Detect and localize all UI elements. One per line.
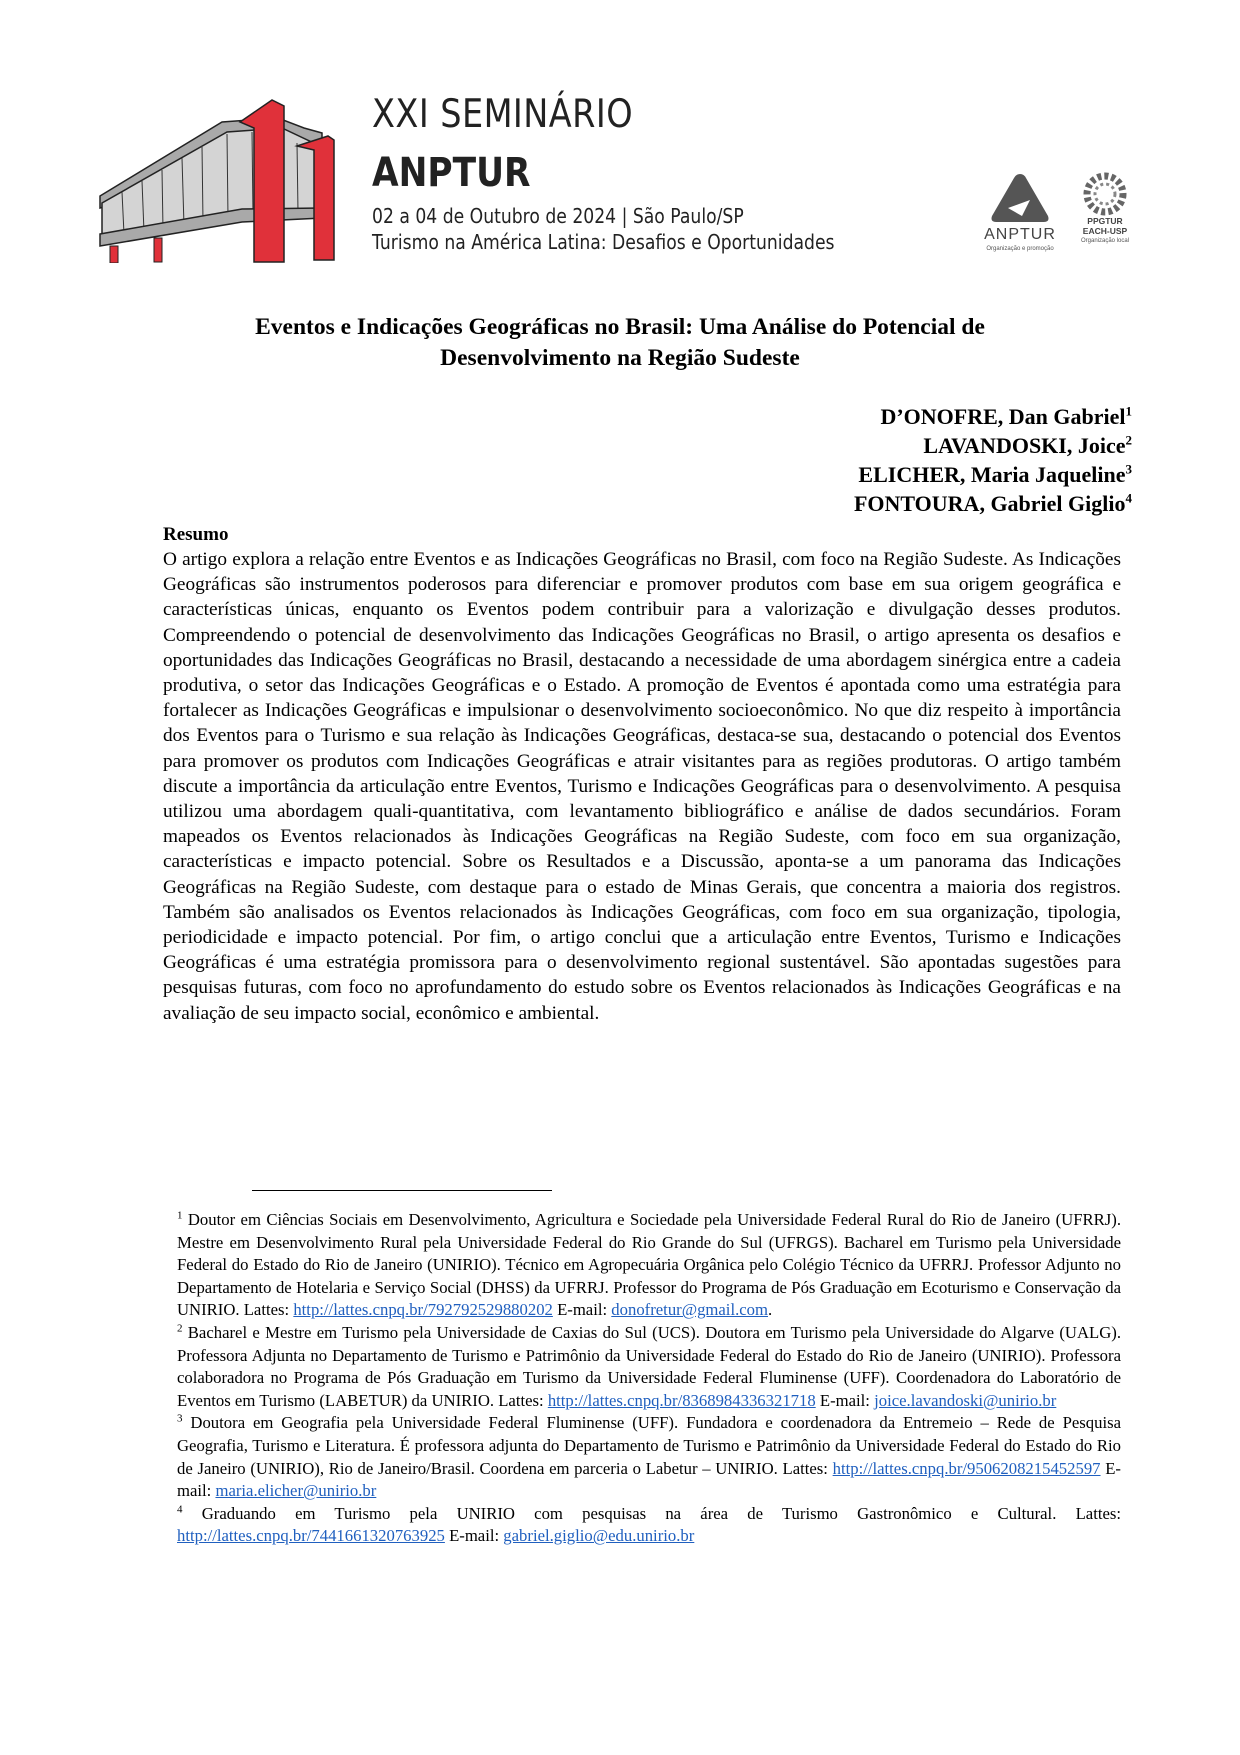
footnote-4: $^4$ Graduando em Turismo pela UNIRIO com pesquisas na área de Turismo Gastronômico e Cultural. Lattes: http://lattes.cnpq.br/7441661320763925 E-mail: gabriel.giglio@edu.unirio.br bbox=[177, 1503, 1121, 1546]
email-link[interactable]: donofretur@gmail.com bbox=[611, 1300, 768, 1320]
anptur-triangle-icon bbox=[990, 172, 1050, 224]
footnote-separator bbox=[252, 1190, 552, 1191]
footnote-ref[interactable]: 4 bbox=[1125, 490, 1132, 506]
paper-title-line2: Desenvolvimento na Região Sudeste bbox=[440, 345, 800, 371]
anptur-logo-name: ANPTUR bbox=[984, 226, 1056, 243]
anptur-logo bbox=[975, 172, 1065, 252]
lattes-link[interactable]: http://lattes.cnpq.br/7441661320763925 bbox=[177, 1526, 445, 1546]
abstract-heading: Resumo bbox=[163, 524, 229, 545]
author-list bbox=[854, 402, 1132, 518]
footnotes bbox=[177, 1209, 1121, 1548]
conference-name: ANPTUR bbox=[372, 150, 531, 196]
ppgtur-circle-pattern-icon bbox=[1083, 172, 1127, 216]
ppgtur-logo-name-line1: PPGTUR bbox=[1087, 216, 1123, 226]
ppgtur-each-usp-logo bbox=[1075, 172, 1135, 244]
author: FONTOURA, Gabriel Giglio$^4$ bbox=[853, 490, 1132, 516]
author: ELICHER, Maria Jaqueline$^3$ bbox=[858, 461, 1132, 487]
conference-theme: Turismo na América Latina: Desafios e Oportunidades bbox=[372, 230, 835, 254]
email-link[interactable]: maria.elicher@unirio.br bbox=[215, 1481, 377, 1501]
ppgtur-logo-name-line2: EACH-USP bbox=[1082, 226, 1128, 236]
lattes-link[interactable]: http://lattes.cnpq.br/792792529880202 bbox=[293, 1300, 553, 1320]
abstract-text: O artigo explora a relação entre Eventos e as Indicações Geográficas no Brasil, com foco na Região Sudeste. As Indicações Geográficas são instrumentos poderosos para diferenciar e promover produtos com base em sua origem geográfica e características únicas, enquanto os Eventos podem contribuir para a valorização e divulgação desses produtos. Compreendendo o potencial de desenvolvimento das Indicações Geográficas no Brasil, o artigo apresenta os desafios e oportunidades das Indicações Geográficas no Brasil, destacando a necessidade de uma abordagem sinérgica entre a cadeia produtiva, o setor das Indicações Geográficas e o Estado. A promoção de Eventos é apontada como uma estratégia para fortalecer as Indicações Geográficas e impulsionar o desenvolvimento socioeconômico. No que diz respeito à importância dos Eventos para o Turismo e sua relação às Indicações Geográficas, destaca-se sua, destacando o potencial dos Eventos para promover os produtos com Indicações Geográficas e atrair visitantes para as regiões produtoras. O artigo também discute a importância da articulação entre Eventos, Turismo e Indicações Geográficas para o desenvolvimento. A pesquisa utilizou uma abordagem quali-quantitativa, com levantamento bibliográfico e análise de dados secundários. Foram mapeados os Eventos relacionados às Indicações Geográficas na Região Sudeste, com foco em sua organização, características e impacto potencial. Sobre os Resultados e a Discussão, aponta-se a um panorama das Indicações Geográficas na Região Sudeste, com destaque para o estado de Minas Gerais, que concentra a maioria dos registros. Também são analisados os Eventos relacionados às Indicações Geográficas, com foco em sua organização, tipologia, periodicidade e impacto potencial. Por fim, o artigo conclui que a articulação entre Eventos, Turismo e Indicações Geográficas é uma estratégia promissora para o desenvolvimento regional sustentável. São apontadas sugestões para pesquisas futuras, com foco no aprofundamento do estudo sobre os Eventos relacionados às Indicações Geográficas e na avaliação de seu impacto social, econômico e ambiental. bbox=[163, 549, 1121, 1024]
anptur-logo-caption: Organização e promoção bbox=[986, 246, 1054, 252]
ppgtur-logo-caption: Organização local bbox=[1080, 238, 1130, 244]
lattes-link[interactable]: http://lattes.cnpq.br/8368984336321718 bbox=[547, 1390, 816, 1410]
conference-dates-location: 02 a 04 de Outubro de 2024 | São Paulo/SP bbox=[372, 204, 744, 228]
email-link[interactable]: gabriel.giglio@edu.unirio.br bbox=[503, 1526, 695, 1546]
footnote-ref[interactable]: 3 bbox=[1125, 461, 1132, 477]
footnote-ref[interactable]: 1 bbox=[1125, 403, 1132, 419]
author: D’ONOFRE, Dan Gabriel$^1$ bbox=[880, 403, 1132, 429]
lattes-link[interactable]: http://lattes.cnpq.br/9506208215452597 bbox=[832, 1458, 1101, 1478]
footnote-1: $^1$ Doutor em Ciências Sociais em Desenvolvimento, Agricultura e Sociedade pela Universidade Federal Rural do Rio de Janeiro (UFRRJ). Mestre em Desenvolvimento Rural pela Universidade Federal do Rio Grande do Sul (UFRGS). Bacharel em Turismo pela Universidade Federal do Estado do Rio de Janeiro (UNIRIO). Técnico em Agropecuária Orgânica pelo Colégio Técnico da UFRRJ. Professor Adjunto no Departamento de Hotelaria e Serviço Social (DHSS) da UFRRJ. Professor do Programa de Pós Graduação em Ecoturismo e Conservação da UNIRIO. Lattes: http://lattes.cnpq.br/792792529880202 E-mail: donofretur@gmail.com. bbox=[177, 1209, 1121, 1320]
paper-title-line1: Eventos e Indicações Geográficas no Brasil: Uma Análise do Potencial de bbox=[255, 314, 985, 340]
paper-title bbox=[160, 312, 1080, 374]
author: LAVANDOSKI, Joice$^2$ bbox=[923, 432, 1132, 458]
footnote-3: $^3$ Doutora em Geografia pela Universidade Federal Fluminense (UFF). Fundadora e coordenadora da Entremeio – Rede de Pesquisa Geografia, Turismo e Literatura. É professora adjunta do Departamento de Turismo e Patrimônio da Universidade Federal do Estado do Rio de Janeiro (UNIRIO), Rio de Janeiro/Brasil. Coordena em parceria o Labetur – UNIRIO. Lattes: http://lattes.cnpq.br/9506208215452597 E-mail: maria.elicher@unirio.br bbox=[177, 1412, 1121, 1501]
footnote-ref[interactable]: 2 bbox=[1125, 432, 1132, 448]
conference-title: XXI SEMINÁRIO bbox=[372, 92, 634, 137]
footnote-2: $^2$ Bacharel e Mestre em Turismo pela Universidade de Caxias do Sul (UCS). Doutora em Turismo pela Universidade do Algarve (UALG). Professora Adjunta no Departamento de Turismo e Patrimônio da Universidade Federal do Estado do Rio de Janeiro (UNIRIO). Professora colaboradora no Programa de Pós Graduação em Turismo da Universidade Federal Fluminense (UFF). Coordenadora do Laboratório de Eventos em Turismo (LABETUR) da UNIRIO. Lattes: http://lattes.cnpq.br/8368984336321718 E-mail: joice.lavandoski@unirio.br bbox=[177, 1322, 1121, 1410]
conference-header bbox=[0, 0, 1240, 280]
email-link[interactable]: joice.lavandoski@unirio.br bbox=[874, 1390, 1057, 1410]
masp-building-logo-icon bbox=[92, 88, 342, 263]
